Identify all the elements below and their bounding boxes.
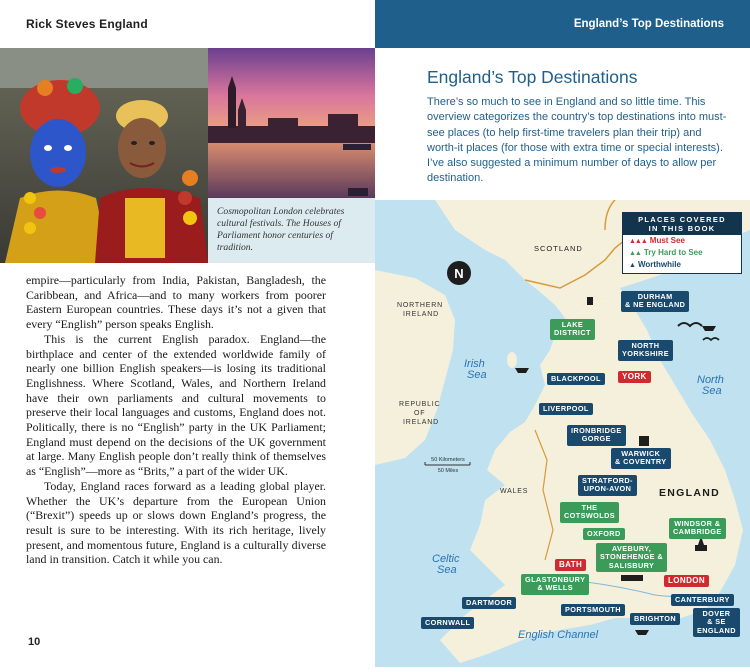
page-number: 10 xyxy=(28,636,41,648)
festival-photo xyxy=(0,48,208,263)
dest-cornwall: CORNWALL xyxy=(421,617,474,629)
dest-stratford: STRATFORD- UPON-AVON xyxy=(578,475,637,496)
dest-avebury: AVEBURY, STONEHENGE & SALISBURY xyxy=(596,543,667,572)
dest-warwick: WARWICK & COVENTRY xyxy=(611,448,671,469)
dest-glastonbury: GLASTONBURY & WELLS xyxy=(521,574,589,595)
dest-dover: DOVER & SE ENGLAND xyxy=(693,608,740,637)
dest-dartmoor: DARTMOOR xyxy=(462,597,516,609)
intro-section xyxy=(375,48,750,200)
legend-worthwhile: ▲ Worthwhile xyxy=(629,260,681,269)
dest-canterbury: CANTERBURY xyxy=(671,594,734,606)
dest-durham: DURHAM & NE ENGLAND xyxy=(621,291,689,312)
sea-north-1: North xyxy=(697,374,724,386)
dest-lake-district: LAKE DISTRICT xyxy=(550,319,595,340)
scale-km-label: 50 Kilometers xyxy=(431,457,465,463)
dest-blackpool: BLACKPOOL xyxy=(547,373,605,385)
dest-liverpool: LIVERPOOL xyxy=(539,403,593,415)
region-republic-1: REPUBLIC xyxy=(399,401,441,408)
book-title: Rick Steves England xyxy=(26,17,148,31)
region-republic-2: OF xyxy=(414,410,426,417)
dest-london: LONDON xyxy=(664,575,709,587)
section-title: England’s Top Destinations xyxy=(573,18,724,30)
dest-york: YORK xyxy=(618,371,651,383)
region-england: ENGLAND xyxy=(659,487,721,499)
legend-must-see: ▲▲▲ Must See xyxy=(629,236,685,245)
left-running-head xyxy=(0,0,375,48)
region-northern-ireland-2: IRELAND xyxy=(403,311,439,318)
sea-celtic-2: Sea xyxy=(437,564,457,576)
sea-english-channel: English Channel xyxy=(518,629,599,641)
sea-irish-1: Irish xyxy=(464,358,485,370)
body-text xyxy=(26,273,326,567)
paragraph: This is the current English paradox. England—the birthplace and center of the extended worldwide family of nearly one billion English speakers—is losing its traditional Englishness. Where Scotland, Wales, and Northern Ireland have their own parliaments and cultural movements to preserve their local languages and customs, England does not. Politically, there is no “English” party in the UK Parliament; England must depend on the decisions of the UK government at large. Many English people don’t really think of themselves as “English”—more as “Brits,” a part of the wider UK. xyxy=(26,331,326,479)
dest-bath: BATH xyxy=(555,559,586,571)
legend-title: PLACES COVERED IN THIS BOOK xyxy=(623,213,741,235)
dest-brighton: BRIGHTON xyxy=(630,613,680,625)
photo-caption-box xyxy=(208,198,375,263)
dest-ironbridge: IRONBRIDGE GORGE xyxy=(567,425,626,446)
region-wales: WALES xyxy=(500,488,529,495)
sea-celtic-1: Celtic xyxy=(432,553,460,565)
dest-oxford: OXFORD xyxy=(583,528,625,540)
paragraph: Today, England races forward as a leading global player. Whether the UK’s departure from the European Union (“Brexit”) speeds up or slows down England’s progress, the result is sure to be interesting. With its rich heritage, lively present, and momentous future, England is a culturally diverse land in transition. Catch it while you can. xyxy=(26,478,326,567)
sea-north-2: Sea xyxy=(702,385,722,397)
dest-windsor-cambridge: WINDSOR & CAMBRIDGE xyxy=(669,518,726,539)
right-running-head xyxy=(375,0,750,48)
paragraph: empire—particularly from India, Pakistan, Bangladesh, the Caribbean, and Africa—and to many workers from poorer Eastern European countries. These days it’s not a given that every “English” person speaks English. xyxy=(26,273,326,332)
section-heading: England’s Top Destinations xyxy=(427,67,638,87)
region-northern-ireland-1: NORTHERN xyxy=(397,302,443,309)
parliament-photo xyxy=(208,48,375,198)
dest-portsmouth: PORTSMOUTH xyxy=(561,604,625,616)
map-legend xyxy=(622,212,742,274)
dest-north-yorkshire: NORTH YORKSHIRE xyxy=(618,340,673,361)
photo-caption: Cosmopolitan London celebrates cultural festivals. The Houses of Parliament honor centuries of tradition. xyxy=(217,206,345,253)
region-scotland: SCOTLAND xyxy=(534,244,583,253)
intro-paragraph: There’s so much to see in England and so little time. This overview categorizes the country’s top destinations into must-see places (to help first-time travelers plan their trip) and worth-it places (for those with extra time or special interests). I’ve also suggested a minimum number of days to allow per destination. xyxy=(427,96,727,185)
dest-cotswolds: THE COTSWOLDS xyxy=(560,502,619,523)
scale-miles-label: 50 Miles xyxy=(437,468,459,474)
legend-try-hard: ▲▲ Try Hard to See xyxy=(629,248,703,257)
sea-irish-2: Sea xyxy=(467,369,487,381)
compass-letter: N xyxy=(454,266,464,281)
region-republic-3: IRELAND xyxy=(403,419,439,426)
